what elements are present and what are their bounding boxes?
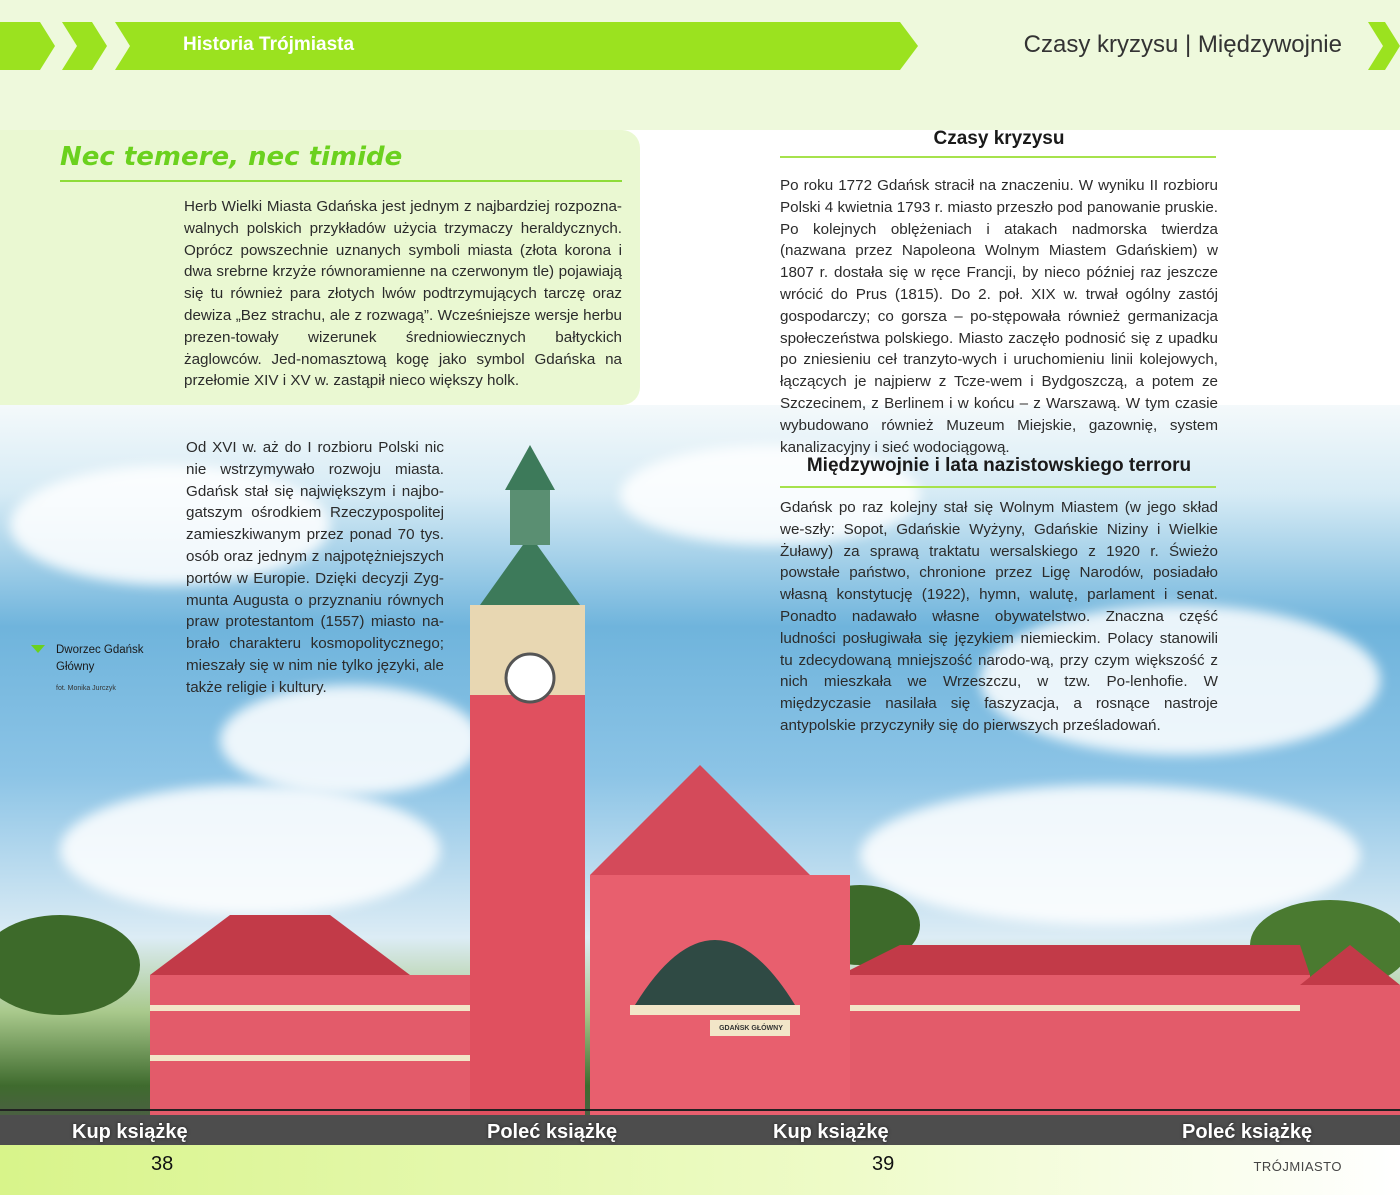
section-heading-interwar: Międzywojnie i lata nazistowskiego terroru	[806, 455, 1192, 476]
photo-caption-text: Dworzec Gdańsk Główny	[56, 644, 144, 673]
heading-divider	[780, 156, 1216, 158]
page-number-right: 39	[872, 1153, 895, 1175]
heading-divider	[780, 486, 1216, 488]
recommend-book-link-left[interactable]: Poleć książkę	[487, 1121, 618, 1143]
callout-paragraph: Herb Wielki Miasta Gdańska jest jednym z najbardziej rozpozna-walnych polskich przykładów użycia trzymaczy heraldycznych. Oprócz powszechnie uznanych symboli miasta (złota korona i dwa srebrne krzyże równoramienne na czerwonym tle) pojawiają się tu również para złotych lwów podtrzymujących tarczę oraz dewiza „Bez strachu, ale z rozwagą”. Wcześniejsze wersje herbu prezen-towały wizerunek średniowiecznych bałtyckich żaglowców. Jed-nomasztową kogę jako symbol Gdańska na przełomie XIV i XV w. zastąpił nieco większy holk.	[184, 198, 622, 390]
buy-book-link-left[interactable]: Kup książkę	[72, 1121, 188, 1143]
chapter-title: Czasy kryzysu | Międzywojnie	[1023, 31, 1342, 58]
photo-credit: fot. Monika Jurczyk	[56, 685, 116, 692]
history-paragraph: Od XVI w. aż do I rozbioru Polski nic nie wstrzymywało rozwoju miasta. Gdańsk stał się największym i najbo-gatszym ośrodkiem Rzeczypospolitej zamieszkiwanym przez ponad 70 tys. osób oraz jednym z najpotężniejszych portów w Europie. Dzięki decyzji Zyg-munta Augusta o przyznaniu równych praw protestantom (1557) miasto na-brało charakteru kosmopolitycznego; mieszały się w nim nie tylko języki, ale także religie i kultury.	[186, 439, 444, 696]
section-heading-crisis: Czasy kryzysu	[933, 128, 1065, 149]
callout-divider	[60, 180, 622, 182]
brand-name: TRÓJMIASTO	[1253, 1159, 1342, 1174]
station-sign: GDAŃSK GŁÓWNY	[719, 1025, 783, 1032]
callout-title: Nec temere, nec timide	[60, 142, 403, 172]
section-title: Historia Trójmiasta	[183, 34, 355, 55]
caption-arrow-icon	[31, 645, 45, 653]
footer-band	[0, 1145, 1400, 1195]
buy-book-link-right[interactable]: Kup książkę	[773, 1121, 889, 1143]
interwar-paragraph: Gdańsk po raz kolejny stał się Wolnym Miastem (w jego skład we-szły: Sopot, Gdańskie Wyżyny, Gdańskie Niziny i Wielkie Żuławy) za sprawą traktatu wersalskiego z 1920 r. Świeżo powstałe państwo, chronione przez Ligę Narodów, posiadało własną konstytucję (1922), hymn, walutę, parlament i senat. Ponadto nadawało własne obywatelstwo. Znaczna część ludności posługiwała się językiem niemieckim. Polacy stanowili tu zdecydowaną mniejszość narodo-wą, przy czym większość z nich mieszkała we Wrzeszczu, w tzw. Po-lenhofie. W międzyczasie nasilała się faszyzacja, a rosnące nastroje antypolskie przyczyniły się do pierwszych prześladowań.	[780, 499, 1218, 734]
recommend-book-link-right[interactable]: Poleć książkę	[1182, 1121, 1313, 1143]
page-number-left: 38	[151, 1153, 174, 1175]
crisis-paragraph: Po roku 1772 Gdańsk stracił na znaczeniu. W wyniku II rozbioru Polski 4 kwietnia 1793 r. miasto przeszło pod panowanie pruskie. Po kolejnych oblężeniach i atakach nadmorska twierdza (nazwana przez Napoleona Wolnym Miastem Gdańskiem) w 1807 r. dostała się w ręce Francji, by nieco później raz jeszcze wrócić do Prus (1815). Do 2. poł. XIX w. trwał ogólny zastój gospodarczy; co gorsza – po-stępowała również germanizacja społeczeństwa polskiego. Miasto zaczęło podnosić się z upadku po zniesieniu ceł tranzyto-wych i uruchomieniu linii kolejowych, łączących je najpierw z Tcze-wem i Bydgoszczą, a potem ze Szczecinem, z Berlinem i w końcu – z Warszawą. W tym czasie wybudowano również Muzeum Miejskie, gazownię, system kanalizacyjny i sieć wodociągową.	[780, 177, 1218, 456]
